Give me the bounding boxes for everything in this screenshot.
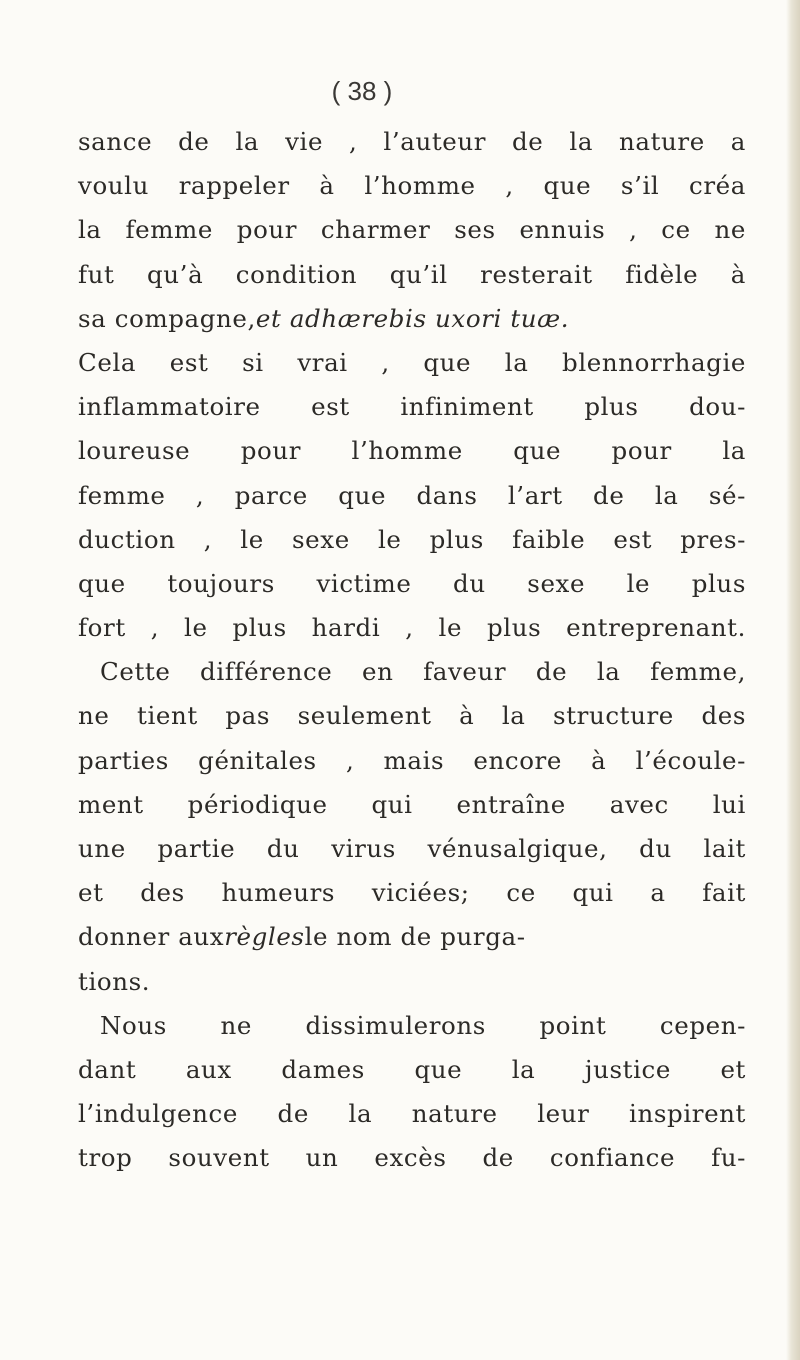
text-line: voulu rappeler à l’homme , que s’il créa: [78, 171, 746, 201]
text-line: femme , parce que dans l’art de la sé-: [78, 480, 746, 510]
text-line: l’indulgence de la nature leur inspirent: [78, 1099, 746, 1129]
page-number: ( 38 ): [331, 76, 393, 106]
italic-term: règles: [224, 922, 305, 952]
text-line: sa compagne,et adhærebis uxori tuæ.: [78, 297, 746, 341]
text-line: ne tient pas seulement à la structure des: [78, 701, 746, 731]
text-line: loureuse pour l’homme que pour la: [78, 436, 746, 466]
text-line: une partie du virus vénusalgique, du lait: [78, 834, 746, 863]
text-line: trop souvent un excès de confiance fu-: [78, 1143, 746, 1173]
text-line: et des humeurs viciées; ce qui a fait: [78, 878, 746, 908]
text-line: dant aux dames que la justice et: [78, 1054, 746, 1084]
text-line: sance de la vie , l’auteur de la nature a: [78, 127, 746, 156]
text-line: que toujours victime du sexe le plus: [78, 568, 746, 598]
text-line: parties génitales , mais encore à l’écoule-: [78, 745, 746, 775]
body-text: [78, 120, 746, 1181]
text-line: duction , le sexe le plus faible est pres-: [78, 524, 746, 554]
text-line: fut qu’à condition qu’il resterait fidèle à: [78, 259, 746, 289]
text-line: fort , le plus hardi , le plus entreprenant.: [78, 613, 746, 643]
text-line: ment périodique qui entraîne avec lui: [78, 789, 746, 819]
page-edge: [786, 0, 800, 1360]
text-line: Nous ne dissimulerons point cepen-: [100, 1010, 746, 1040]
text-line: donner auxrèglesle nom de purga-: [78, 915, 746, 959]
text-line: tions.: [78, 966, 151, 996]
text-line: Cette différence en faveur de la femme,: [100, 657, 746, 687]
text-line: Cela est si vrai , que la blennorrhagie: [78, 347, 746, 377]
text-line: inflammatoire est infiniment plus dou-: [78, 392, 746, 422]
text-line: la femme pour charmer ses ennuis , ce ne: [78, 215, 746, 245]
latin-quote: et adhærebis uxori tuæ.: [255, 303, 570, 333]
